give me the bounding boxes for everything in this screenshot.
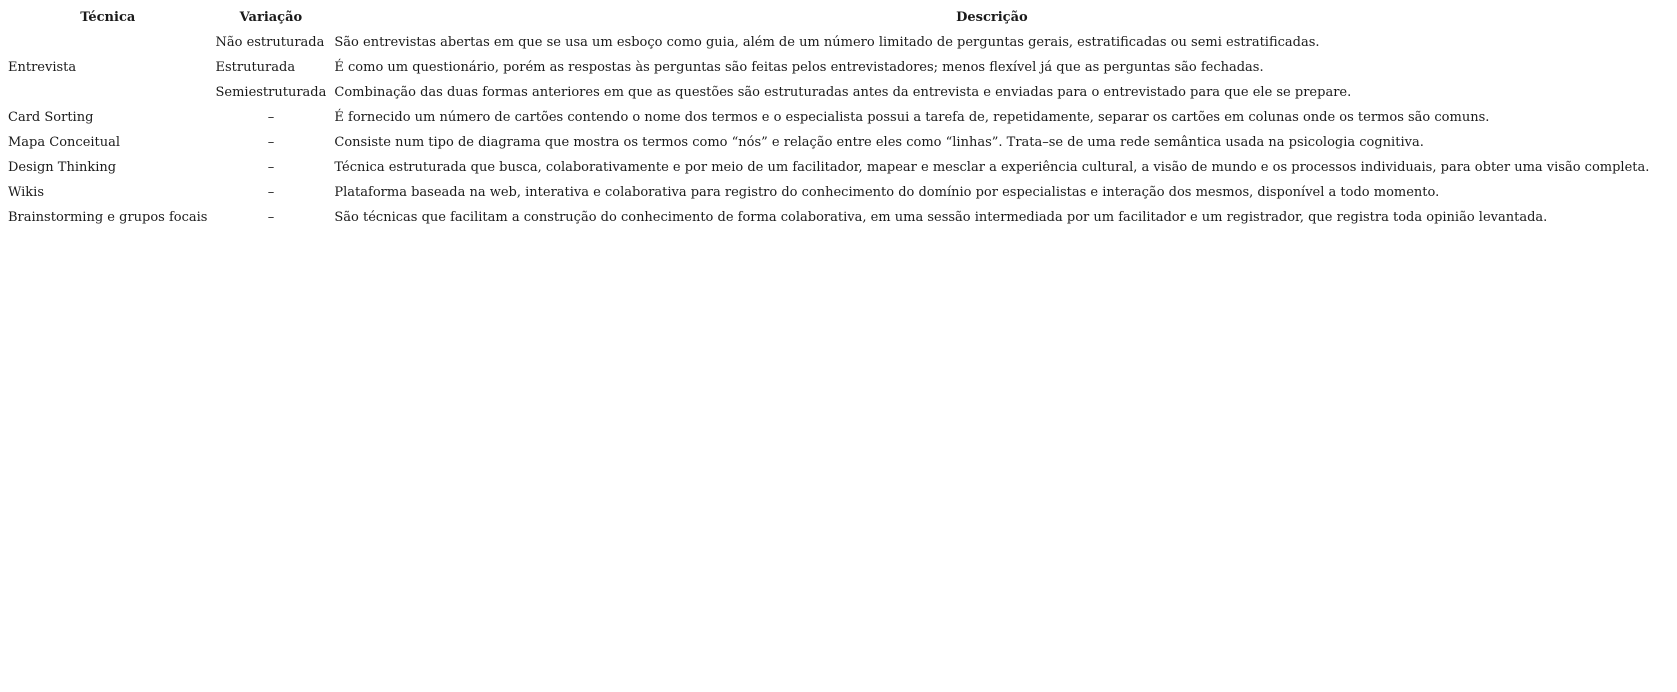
cell-variacao: – (267, 110, 275, 125)
cell-descricao: É como um questionário, porém as respostas às perguntas são feitas pelos entrevistadores; menos flexível já que as perguntas são fechadas. (334, 60, 1264, 75)
cell-descricao: Plataforma baseada na web, interativa e colaborativa para registro do conhecimento do domínio por especialistas e interação dos mesmos, disponível a todo momento. (334, 185, 1440, 200)
cell-variacao: – (267, 160, 275, 175)
table-row (4, 30, 1653, 55)
cell-tecnica: Wikis (8, 185, 44, 200)
cell-tecnica: Card Sorting (8, 110, 94, 125)
table-row (4, 130, 1653, 155)
table-row (4, 155, 1653, 180)
header-variacao: Variação (239, 10, 303, 25)
header-tecnica: Técnica (80, 10, 136, 25)
cell-variacao: – (267, 210, 275, 225)
cell-variacao: – (267, 185, 275, 200)
cell-descricao: Técnica estruturada que busca, colaborativamente e por meio de um facilitador, mapear e mesclar a experiência cultural, a visão de mundo e os processos individuais, para obter uma visão completa. (334, 160, 1650, 175)
cell-descricao: São técnicas que facilitam a construção do conhecimento de forma colaborativa, em uma sessão intermediada por um facilitador e um registrador, que registra toda opinião levantada. (334, 210, 1548, 225)
cell-tecnica: Design Thinking (8, 160, 117, 175)
cell-variacao: Estruturada (215, 60, 296, 75)
cell-variacao: Não estruturada (215, 35, 325, 50)
table-row (4, 80, 1653, 105)
cell-descricao: Consiste num tipo de diagrama que mostra os termos como “nós” e relação entre eles como “linhas”. Trata–se de uma rede semântica usada na psicologia cognitiva. (334, 135, 1424, 150)
table-row (4, 55, 1653, 80)
cell-descricao: Combinação das duas formas anteriores em que as questões são estruturadas antes da entrevista e enviadas para o entrevistado para que ele se prepare. (334, 85, 1352, 100)
table-row (4, 205, 1653, 230)
header-row (4, 5, 1653, 30)
table-row (4, 105, 1653, 130)
cell-variacao: – (267, 135, 275, 150)
knowledge-techniques-table (4, 5, 1653, 230)
table-row (4, 180, 1653, 205)
cell-tecnica: Brainstorming e grupos focais (8, 210, 208, 225)
cell-descricao: São entrevistas abertas em que se usa um esboço como guia, além de um número limitado de perguntas gerais, estratificadas ou semi estratificadas. (334, 35, 1320, 50)
table-header (4, 5, 1653, 30)
table-body (4, 30, 1653, 230)
cell-tecnica: Mapa Conceitual (8, 135, 121, 150)
cell-tecnica-entrevista: Entrevista (8, 60, 77, 75)
cell-variacao: Semiestruturada (215, 85, 327, 100)
cell-descricao: É fornecido um número de cartões contendo o nome dos termos e o especialista possui a tarefa de, repetidamente, separar os cartões em colunas onde os termos são comuns. (334, 110, 1490, 125)
header-descricao: Descrição (956, 10, 1028, 25)
